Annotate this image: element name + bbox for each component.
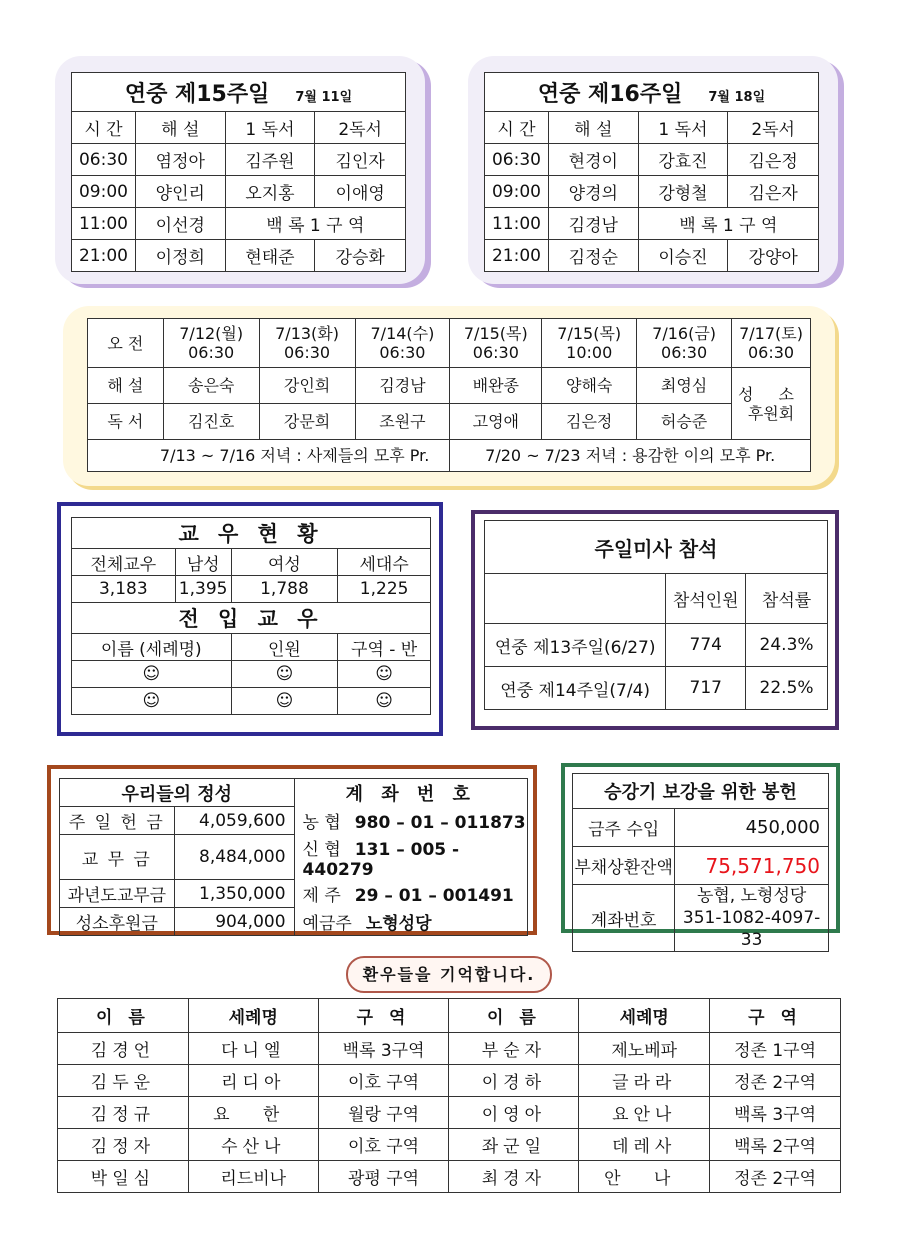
table-row: 김정규 요 한 월랑 구역 이영아 요안나 백록 3구역 (58, 1097, 841, 1129)
table-row: 교 무 금 8,484,000 신 협 131 – 005 - 440279 (60, 835, 528, 880)
table-row: 09:00 양경의 강형철 김은자 (485, 176, 819, 208)
col-header: 2독서 (315, 112, 406, 144)
parish-status-panel (57, 502, 443, 736)
col-header: 시 간 (485, 112, 549, 144)
smiley-icon: ☺ (338, 688, 431, 715)
smiley-icon: ☺ (72, 688, 232, 715)
attendance-table: 주일미사 참석 참석인원 참석률 연중 제13주일(6/27) 774 24.3% 연중 제14주일(7/4) 717 22.5% (484, 520, 828, 710)
debt-balance: 75,571,750 (675, 847, 829, 885)
table-row: 11:00 김경남 백 록 1 구 역 (485, 208, 819, 240)
table-row: 11:00 이선경 백 록 1 구 역 (72, 208, 406, 240)
offerings-panel (47, 765, 537, 935)
col-header: 1 독서 (225, 112, 315, 144)
renovation-title: 승강기 보강을 위한 봉헌 (573, 774, 829, 809)
sunday-16-date: 7월 18일 (708, 89, 766, 105)
day-cell: 7/15(목) 06:30 (450, 319, 542, 368)
renovation-panel (561, 763, 840, 950)
table-row: 21:00 김정순 이승진 강양아 (485, 240, 819, 272)
day-cell: 7/13(화) 06:30 (259, 319, 355, 368)
smiley-icon: ☺ (72, 661, 232, 688)
table-row: 김두운 리디아 이호 구역 이경하 글라라 정존 2구역 (58, 1065, 841, 1097)
sunday-16-title: 연중 제16주일 7월 18일 (485, 73, 819, 112)
reading-row: 독 서 김진호 강문희 조원구 고영애 김은정 허승준 (88, 404, 811, 440)
col-header: 시 간 (72, 112, 136, 144)
day-cell: 7/12(월) 06:30 (163, 319, 259, 368)
table-row: 09:00 양인리 오지홍 이애영 (72, 176, 406, 208)
col-header: 해 설 (548, 112, 638, 144)
renovation-table: 승강기 보강을 위한 봉헌 금주 수입 450,000 부채상환잔액 75,571,750 계좌번호 농협, 노형성당 351-1082-4097-33 (572, 773, 829, 952)
sunday-16-panel (468, 56, 838, 284)
prayer-note-left: 7/13 ~ 7/16 저녁 : 사제들의 모후 Pr. (88, 440, 450, 472)
table-row: 과년도교무금 1,350,000 제 주 29 – 01 – 001491 (60, 880, 528, 908)
table-row: 06:30 현경이 강효진 김은정 (485, 144, 819, 176)
sick-table: 이 름 세례명 구 역 이 름 세례명 구 역 김경언 다니엘 백록 3구역 부순자 제노베파 정존 1구역 김두운 리디아 이호 구역 이경하 글라라 정존 2구역 김정규 요 한 월랑 구역 이영아 요안나 백록 3구역 김정자 수산나 이호 구역 좌군일 데레사 백록 2구역 박일심 리드비나 광평 구역 최경자 안 나 정존 2구역 (57, 998, 841, 1193)
table-row: 21:00 이정희 현태준 강승화 (72, 240, 406, 272)
sunday-16-table (484, 72, 819, 272)
offerings-title: 우리들의 정성 (60, 779, 295, 807)
table-row: 연중 제13주일(6/27) 774 24.3% (485, 624, 828, 667)
prayer-note-right: 7/20 ~ 7/23 저녁 : 용감한 이의 모후 Pr. (450, 440, 811, 472)
smiley-icon: ☺ (231, 688, 338, 715)
table-row: 김경언 다니엘 백록 3구역 부순자 제노베파 정존 1구역 (58, 1033, 841, 1065)
table-row: 06:30 염정아 김주원 김인자 (72, 144, 406, 176)
table-row: 박일심 리드비나 광평 구역 최경자 안 나 정존 2구역 (58, 1161, 841, 1193)
sunday-15-table (71, 72, 406, 272)
day-cell: 7/16(금) 06:30 (637, 319, 732, 368)
newcomers-title: 전 입 교 우 (72, 603, 431, 634)
parish-title: 교 우 현 황 (72, 518, 431, 549)
parish-status-table: 교 우 현 황 전체교우 남성 여성 세대수 3,183 1,395 1,788 1,225 전 입 교 우 이름 (세례명) 인원 구역 - 반 ☺ ☺ ☺ ☺ ☺ ☺ (71, 517, 431, 715)
newcomer-row (72, 688, 431, 715)
attendance-panel (471, 510, 839, 730)
weekday-panel (63, 306, 835, 486)
offerings-table (59, 778, 528, 936)
sick-title-badge: 환우들을 기억합니다. (346, 956, 552, 993)
smiley-icon: ☺ (338, 661, 431, 688)
day-cell: 7/17(토) 06:30 (732, 319, 811, 368)
newcomer-row (72, 661, 431, 688)
sunday-15-panel (55, 56, 425, 284)
sunday-15-date: 7월 11일 (295, 89, 353, 105)
attendance-title: 주일미사 참석 (485, 521, 828, 574)
table-row: 연중 제14주일(7/4) 717 22.5% (485, 667, 828, 710)
smiley-icon: ☺ (231, 661, 338, 688)
saturday-group: 성 소 후원회 (732, 368, 811, 440)
table-row: 주 일 헌 금 4,059,600 농 협 980 – 01 – 011873 (60, 807, 528, 835)
col-header: 1 독서 (638, 112, 728, 144)
table-row: 성소후원금 904,000 예금주 노형성당 (60, 908, 528, 936)
weekday-corner: 오 전 (88, 319, 164, 368)
prayer-note-row (88, 440, 811, 472)
col-header: 해 설 (135, 112, 225, 144)
day-cell: 7/15(목) 10:00 (542, 319, 637, 368)
day-cell: 7/14(수) 06:30 (355, 319, 450, 368)
table-row: 김정자 수산나 이호 구역 좌군일 데레사 백록 2구역 (58, 1129, 841, 1161)
weekday-table (87, 318, 811, 472)
commentary-row: 해 설 송은숙 강인희 김경남 배완종 양해숙 최영심 성 소 후원회 (88, 368, 811, 404)
col-header: 2독서 (728, 112, 819, 144)
sunday-15-title: 연중 제15주일 7월 11일 (72, 73, 406, 112)
account-title: 계 좌 번 호 (294, 779, 527, 807)
